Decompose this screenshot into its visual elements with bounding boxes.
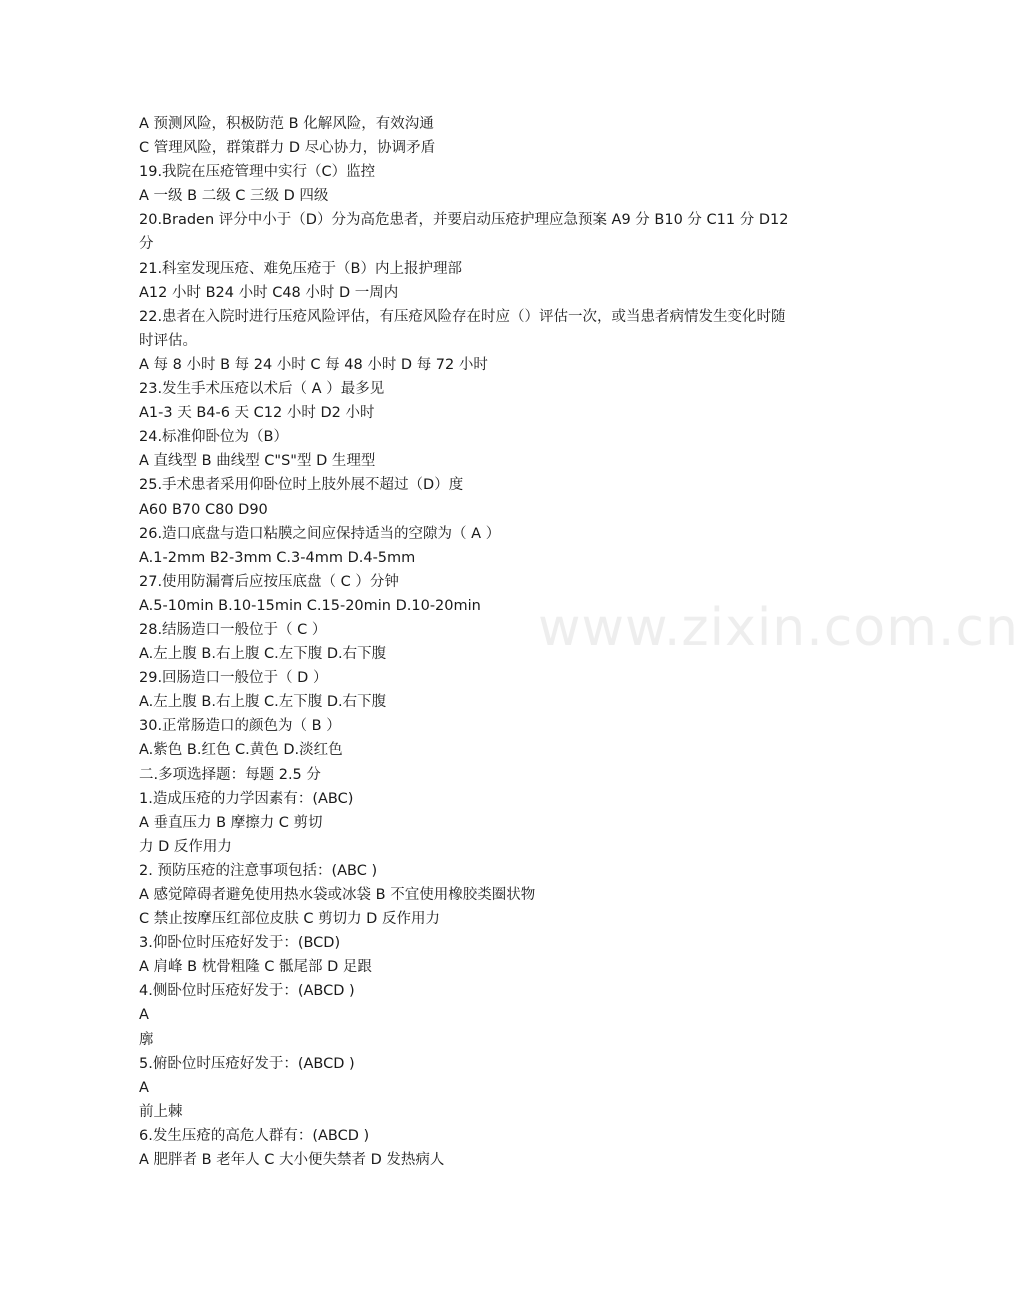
question-line: 25.手术患者采用仰卧位时上肢外展不超过（D）度 — [139, 477, 464, 494]
options-line: A60 B70 C80 D90 — [139, 501, 268, 518]
options-line: C 禁止按摩压红部位皮肤 C 剪切力 D 反作用力 — [139, 911, 440, 928]
options-line: A.左上腹 B.右上腹 C.左下腹 D.右下腹 — [139, 694, 387, 711]
options-line: A 感觉障碍者避免使用热水袋或冰袋 B 不宜使用橡胶类圈状物 — [139, 887, 536, 903]
question-line: 26.造口底盘与造口粘膜之间应保持适当的空隙为（ A ） — [139, 525, 501, 542]
options-line: A — [139, 1079, 149, 1096]
options-line: A 一级 B 二级 C 三级 D 四级 — [139, 188, 329, 205]
options-line: 前上棘 — [139, 1103, 183, 1120]
question-line: 23.发生手术压疮以术后（ A ）最多见 — [139, 381, 385, 398]
question-line: 29.回肠造口一般位于（ D ） — [139, 670, 328, 687]
text-line: A 预测风险，积极防范 B 化解风险，有效沟通 — [139, 116, 434, 132]
question-line: 21.科室发现压疮、难免压疮于（B）内上报护理部 — [139, 260, 463, 277]
options-line: A 垂直压力 B 摩擦力 C 剪切 — [139, 814, 323, 831]
options-line: 力 D 反作用力 — [139, 838, 232, 855]
question-line: 1.造成压疮的力学因素有：(ABC) — [139, 790, 354, 807]
question-line: 2. 预防压疮的注意事项包括：(ABC ) — [139, 862, 378, 879]
options-line: 廓 — [139, 1031, 154, 1048]
options-line: A.1-2mm B2-3mm C.3-4mm D.4-5mm — [139, 549, 416, 566]
options-line: A1-3 天 B4-6 天 C12 小时 D2 小时 — [139, 405, 375, 422]
options-line: A — [139, 1007, 149, 1024]
question-line: 24.标准仰卧位为（B） — [139, 429, 289, 446]
question-line: 28.结肠造口一般位于（ C ） — [139, 621, 327, 638]
question-line: 27.使用防漏膏后应按压底盘（ C ）分钟 — [139, 573, 399, 590]
options-line: A 肩峰 B 枕骨粗隆 C 骶尾部 D 足跟 — [139, 959, 372, 976]
options-line: A.5-10min B.10-15min C.15-20min D.10-20min — [139, 597, 481, 614]
watermark: www.zixin.com.cn — [538, 598, 1019, 658]
options-line: A 直线型 B 曲线型 C"S"型 D 生理型 — [139, 453, 376, 470]
question-line: 5.俯卧位时压疮好发于：(ABCD ) — [139, 1055, 355, 1072]
question-line: 4.侧卧位时压疮好发于：(ABCD ) — [139, 983, 355, 1000]
question-line: 20.Braden 评分中小于（D）分为高危患者，并要启动压疮护理应急预案 A9 分 B10 分 C11 分 D12 分 — [139, 212, 789, 253]
question-line: 6.发生压疮的高危人群有：(ABCD ) — [139, 1127, 370, 1144]
document-body — [139, 112, 789, 1172]
text-line: C 管理风险，群策群力 D 尽心协力，协调矛盾 — [139, 140, 436, 157]
options-line: A 肥胖者 B 老年人 C 大小便失禁者 D 发热病人 — [139, 1152, 445, 1169]
options-line: A.紫色 B.红色 C.黄色 D.淡红色 — [139, 742, 343, 759]
question-line: 3.仰卧位时压疮好发于：(BCD) — [139, 935, 341, 952]
options-line: A 每 8 小时 B 每 24 小时 C 每 48 小时 D 每 72 小时 — [139, 356, 488, 373]
question-line: 30.正常肠造口的颜色为（ B ） — [139, 718, 341, 735]
question-line: 19.我院在压疮管理中实行（C）监控 — [139, 164, 376, 181]
question-line: 22.患者在入院时进行压疮风险评估，有压疮风险存在时应（）评估一次，或当患者病情发生变化时随时评估。 — [139, 308, 786, 349]
options-line: A12 小时 B24 小时 C48 小时 D 一周内 — [139, 284, 399, 301]
options-line: A.左上腹 B.右上腹 C.左下腹 D.右下腹 — [139, 646, 387, 663]
section-heading: 二.多项选择题：每题 2.5 分 — [139, 766, 321, 783]
